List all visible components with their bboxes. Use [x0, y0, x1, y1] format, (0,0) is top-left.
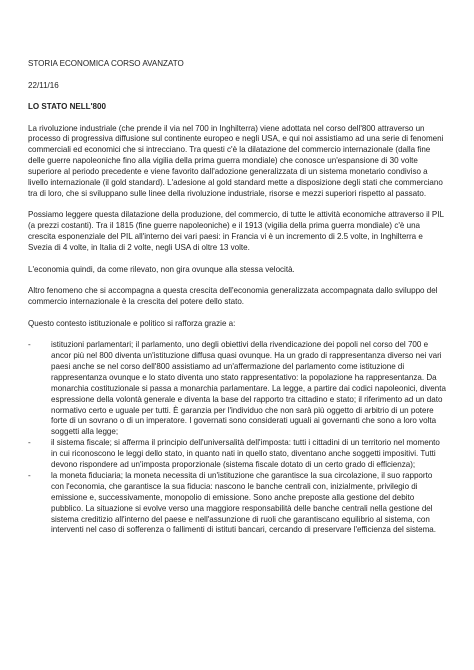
- bullet-item-tax-system: [28, 438, 446, 471]
- bullet-list: [28, 340, 446, 536]
- paragraph-gdp-growth: Possiamo leggere questa dilatazione della produzione, del commercio, di tutte le attività economiche attraverso il PIL (a prezzi costanti). Tra il 1815 (fine guerre napoleoniche) e il 1913 (vigilia della prima guerra mondiale) c'è una crescita esponenziale del PIL all'interno dei vari paesi: in Francia vi è un incremento di 2.5 volte, in Inghilterra e Svezia di 4 volte, in Italia di 2 volte, negli USA di oltre 13 volte.: [28, 210, 444, 253]
- paragraph-economy-speed: L'economia quindi, da come rilevato, non gira ovunque alla stessa velocità.: [28, 264, 295, 274]
- bullet-text-tax-system: il sistema fiscale; si afferma il principio dell'universalità dell'imposta: tutti i cittadini di un territorio nel momento in cui riconoscono le leggi dello stato, in quanto nati in quello stato, diventano anche soggetti impositivi. Tutti devono rispondere ad un'imposta proporzionale (sistema fiscale dotato di un certo grado di efficienza);: [51, 438, 440, 470]
- bullet-marker: -: [28, 438, 31, 448]
- bullet-marker: -: [28, 470, 31, 480]
- paragraph-context-intro: Questo contesto istituzionale e politico si rafforza grazie a:: [28, 318, 236, 328]
- lecture-date: 22/11/16: [28, 80, 59, 90]
- bullet-text-fiat-money: la moneta fiduciaria; la moneta necessita di un'istituzione che garantisce la sua circolazione, il suo rapporto con l'economia, che garantisce la sua fiducia: nascono le banche centrali con, inizialmente, privilegio di emissione e, successivamente, monopolio di emissione. Sono anche preposte alla gestione del debito pubblico. La situazione si evolve verso una maggiore responsabilità delle banche centrali nella gestione del sistema creditizio all'interno del paese e nell'assunzione di ruoli che garantiscano equilibrio al sistema, con interventi nel caso di sofferenza o fallimenti di istituti bancari, cercando di preservare l'efficienza del sistema.: [51, 470, 437, 535]
- section-heading: LO STATO NELL'800: [28, 102, 106, 111]
- paragraph-state-power: Altro fenomeno che si accompagna a questa crescita dell'economia generalizzata accompagnata dallo sviluppo del commercio internazionale è la crescita del potere dello stato.: [28, 286, 438, 307]
- bullet-item-parliament: [28, 340, 446, 438]
- paragraph-industrial-revolution: La rivoluzione industriale (che prende il via nel 700 in Inghilterra) viene adottata nel corso dell'800 attraverso un processo di progressiva diffusione sul continente europeo e negli USA, e qui noi assistiamo ad una serie di fenomeni commerciali ed economici che si intrecciano. Tra questi c'è la dilatazione del commercio internazionale (dalla fine delle guerre napoleoniche fino alla vigilia della prima guerra mondiale) che conosce un'espansione di 30 volte superiore al periodo precedente e viene favorito dall'adozione generalizzata di un sistema monetario condiviso a livello internazionale (il gold standard). L'adesione al gold standard mette a disposizione degli stati che commerciano tra di loro, che si sviluppano sulle linee della rivoluzione industriale, risorse e mezzi superiori rispetto al passato.: [28, 123, 444, 198]
- bullet-text-parliament: istituzioni parlamentari; il parlamento, uno degli obiettivi della rivendicazione dei popoli nel corso del 700 e ancor più nel 800 diventa un'istituzione diffusa quasi ovunque. Ha un grado di rappresentanza diverso nei vari paesi anche se nel corso dell'800 assistiamo ad un'affermazione del parlamento come istituzione di rappresentanza ovunque e lo stato diventa uno stato rappresentativo: la popolazione ha rappresentanza. Da monarchia costituzionale si passa a monarchia parlamentare. La legge, a partire dai codici napoleonici, diventa espressione della volontà generale e diventa la base del rapporto tra cittadino e stato; il riferimento ad un dato normativo certo e uguale per tutti. È garanzia per l'individuo che non sarà più oggetto di arbitrio di un potere forte di un sovrano o di un imperatore. I governati sono considerati uguali ai governanti che sono a loro volta soggetti alla legge;: [51, 340, 446, 437]
- course-title: STORIA ECONOMICA CORSO AVANZATO: [28, 59, 184, 68]
- bullet-marker: -: [28, 340, 31, 350]
- bullet-item-fiat-money: [28, 471, 446, 536]
